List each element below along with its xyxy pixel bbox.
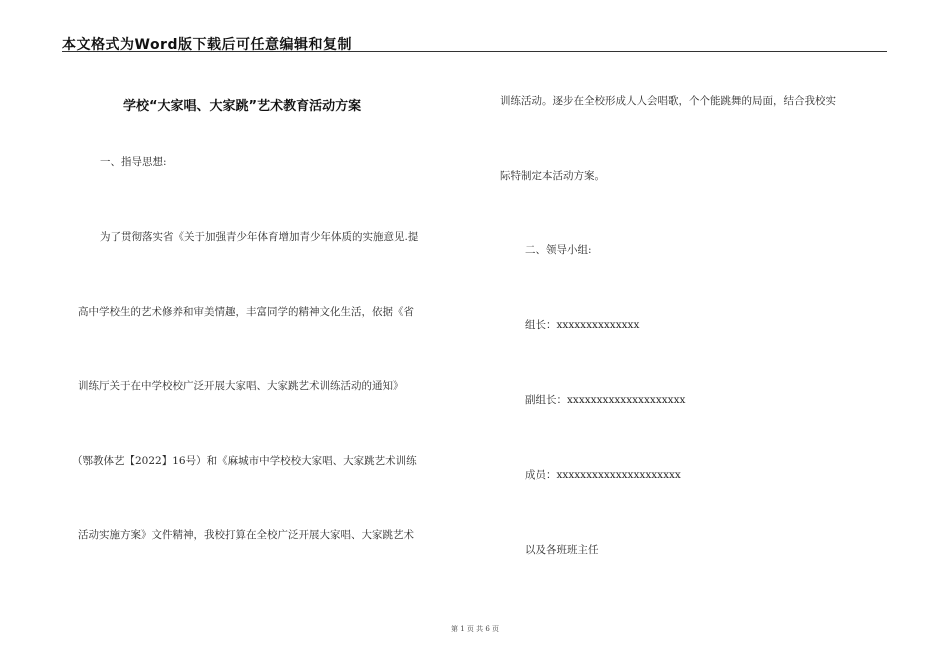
group-leader-line: 组长：xxxxxxxxxxxxxx: [525, 319, 640, 331]
document-banner: 本文格式为Word版下载后可任意编辑和复制: [62, 37, 352, 53]
deputy-leader-line: 副组长：xxxxxxxxxxxxxxxxxxxx: [525, 394, 686, 406]
section-heading-guiding-ideology: 一、指导思想:: [100, 156, 167, 168]
members-line: 成员：xxxxxxxxxxxxxxxxxxxxx: [525, 469, 681, 481]
header-rule: [62, 51, 887, 52]
paragraph-line: 训练厅关于在中学校校广泛开展大家唱、大家跳艺术训练活动的通知》: [78, 380, 404, 392]
paragraph-line: 活动实施方案》文件精神，我校打算在全校广泛开展大家唱、大家跳艺术: [78, 529, 414, 541]
section-heading-leadership-group: 二、领导小组:: [525, 244, 592, 256]
paragraph-line: 训练活动。逐步在全校形成人人会唱歌，个个能跳舞的局面，结合我校实: [500, 95, 836, 107]
page-number-footer: 第 1 页 共 6 页: [450, 625, 500, 633]
paragraph-line: （鄂教体艺【2022】16号）和《麻城市中学校校大家唱、大家跳艺术训练: [72, 455, 417, 467]
paragraph-line: 际特制定本活动方案。: [500, 170, 605, 182]
paragraph-line: 高中学校生的艺术修养和审美情趣，丰富同学的精神文化生活，依据《省: [78, 306, 414, 318]
class-teachers-line: 以及各班班主任: [525, 544, 599, 556]
document-title: 学校“大家唱、大家跳”艺术教育活动方案: [123, 99, 362, 114]
paragraph-line: 为了贯彻落实省《关于加强青少年体育增加青少年体质的实施意见.提: [100, 231, 419, 243]
